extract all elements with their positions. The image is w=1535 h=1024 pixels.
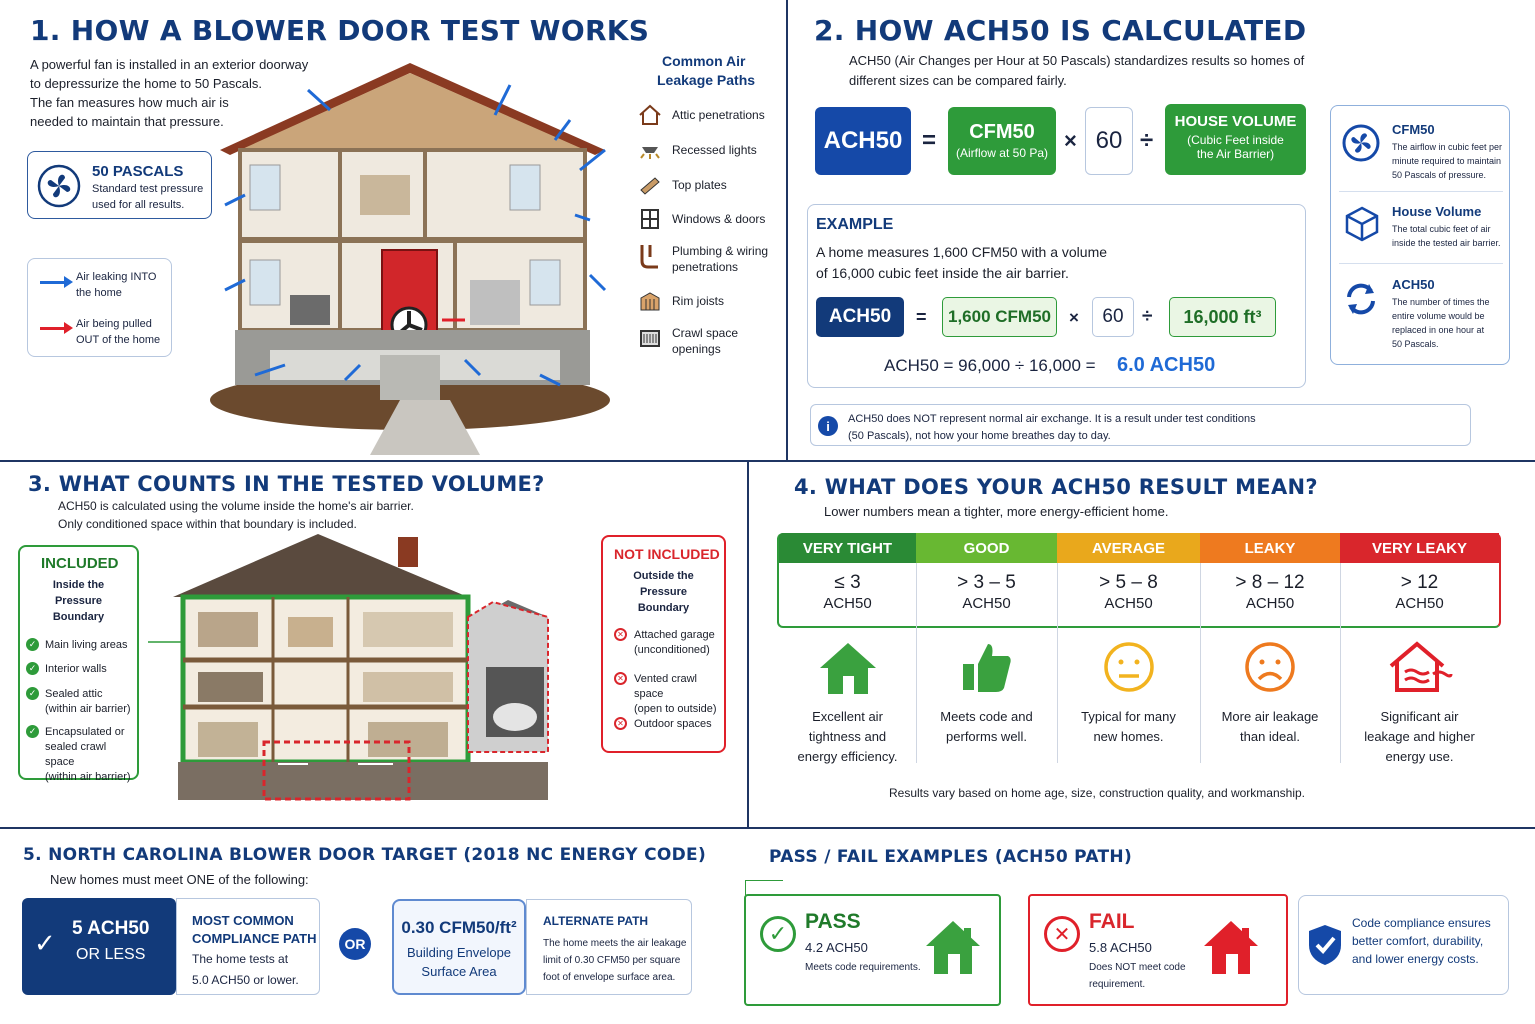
sad-face-icon (1200, 640, 1340, 699)
path-label-plumbing: Plumbing & wiring (672, 244, 769, 258)
window-icon (636, 206, 664, 232)
path-label-rim: Rim joists (672, 294, 725, 308)
def-cfm-1: The airflow in cubic feet per (1392, 142, 1503, 152)
scale-range: ≤ 3 (834, 572, 861, 593)
legend-out2: OUT of the home (76, 334, 161, 346)
note-line2: (50 Pascals), not how your home breathes day to day. (848, 430, 1111, 442)
green-house-icon (922, 918, 984, 976)
option2-badge (392, 899, 526, 995)
crawl-space-icon (636, 325, 664, 351)
included-item-label: Main living areas (45, 639, 128, 651)
formula-times: × (1064, 128, 1077, 153)
example-result: 6.0 ACH50 (1117, 354, 1216, 376)
scale-unit: ACH50 (1245, 595, 1295, 612)
scale-desc-line: Meets code and (940, 709, 1033, 724)
option1-badge (22, 898, 176, 995)
s3-intro1: ACH50 is calculated using the volume inside the home's air barrier. (58, 499, 414, 513)
fan-icon (1341, 123, 1381, 163)
red-arrow-head (64, 322, 73, 334)
def-ach-3: replaced in one hour at (1392, 325, 1485, 335)
x-circle-icon: ✕ (614, 672, 627, 685)
s2-intro2: different sizes can be compared fairly. (849, 73, 1067, 88)
blower-door-house-illustration (210, 55, 620, 455)
example-volume: 16,000 ft³ (1183, 306, 1262, 327)
formula-ach-box (815, 107, 911, 175)
pascal-title: 50 PASCALS (92, 163, 184, 180)
scale-unit: ACH50 (823, 595, 872, 612)
scale-unit: ACH50 (1104, 595, 1153, 612)
option1-d2: 5.0 ACH50 or lower. (192, 973, 299, 987)
path-label-crawl2: openings (672, 342, 721, 356)
check-icon: ✓ (26, 725, 39, 738)
def-hv-2: inside the tested air barrier. (1392, 238, 1501, 248)
scale-range: > 8 – 12 (1235, 572, 1305, 593)
not-included-sub2: Pressure (639, 586, 688, 598)
check-icon: ✓ (26, 687, 39, 700)
legend-out1: Air being pulled (76, 318, 152, 330)
check-icon: ✓ (26, 662, 39, 675)
scale-desc-line: Significant air (1380, 709, 1459, 724)
path-label-windows: Windows & doors (672, 212, 766, 226)
option2-l3: Surface Area (421, 964, 497, 979)
option1-d1: The home tests at (192, 952, 289, 966)
attic-house-icon (636, 102, 664, 128)
option1-t2: COMPLIANCE PATH (192, 931, 317, 946)
legend-in2: the home (76, 287, 122, 299)
scale-desc-line: Excellent air (812, 709, 883, 724)
compliance-note1: Code compliance ensures (1352, 916, 1491, 930)
scale-header-2: AVERAGE (1057, 533, 1200, 563)
not-included-garage (614, 628, 715, 658)
section1-title: 1. HOW A BLOWER DOOR TEST WORKS (30, 14, 650, 47)
option2-title: ALTERNATE PATH (543, 914, 649, 928)
pass-label: PASS (805, 910, 861, 933)
example-ach-box (816, 297, 904, 337)
scale-unit: ACH50 (962, 595, 1011, 612)
scale-desc-line: new homes. (1093, 729, 1164, 744)
path-label-plumbing2: penetrations (672, 260, 739, 274)
formula-volume-sub1: (Cubic Feet inside (1187, 133, 1284, 147)
section3-title: 3. WHAT COUNTS IN THE TESTED VOLUME? (28, 472, 545, 496)
formula-volume-sub2: the Air Barrier) (1196, 147, 1275, 161)
def-ach-4: 50 Pascals. (1392, 339, 1439, 349)
pascal-l2: used for all results. (92, 199, 185, 211)
option1-desc-box (176, 898, 320, 995)
scale-desc-line: than ideal. (1240, 729, 1300, 744)
def-ach-2: entire volume would be (1392, 311, 1485, 321)
included-box (18, 545, 139, 783)
s1-intro3: The fan measures how much air is (30, 95, 229, 110)
divider-h2 (0, 827, 1535, 829)
fan-icon (37, 164, 81, 208)
scale-value-2 (1057, 572, 1200, 614)
scale-header-4: VERY LEAKY (1340, 533, 1499, 563)
green-house-icon (779, 640, 916, 701)
scale-desc-0 (773, 707, 923, 767)
path-rim-joists (636, 288, 724, 314)
fail-desc1: Does NOT meet code (1089, 962, 1186, 973)
fail-x-icon: ✕ (1044, 916, 1080, 952)
refresh-cycle-icon (1341, 279, 1381, 319)
def-ach-title: ACH50 (1392, 277, 1435, 292)
not-included-label: Vented crawl space (634, 673, 697, 700)
rim-joist-icon (636, 288, 664, 314)
example-box (807, 204, 1306, 388)
s5-intro: New homes must meet ONE of the following: (50, 872, 309, 887)
formula-ach: ACH50 (823, 127, 903, 154)
ach-note-box (810, 404, 1471, 446)
shield-check-icon (1306, 923, 1344, 967)
included-item-label: Interior walls (45, 663, 107, 675)
scale-desc-line: leakage and higher (1364, 729, 1475, 744)
def-cfm-title: CFM50 (1392, 122, 1435, 137)
neutral-face-icon (1057, 640, 1200, 699)
path-label-top-plates: Top plates (672, 178, 727, 192)
example-line1: A home measures 1,600 CFM50 with a volume (816, 244, 1108, 260)
example-calc-line: ACH50 = 96,000 ÷ 16,000 = (884, 356, 1096, 375)
scale-desc-line: tightness and (808, 729, 887, 744)
or-circle (339, 928, 371, 960)
pass-card (744, 894, 1001, 1006)
not-included-box (601, 535, 726, 753)
scale-desc-4 (1345, 707, 1495, 767)
def-hv-1: The total cubic feet of air (1392, 224, 1491, 234)
s1-intro1: A powerful fan is installed in an exterior doorway (30, 57, 309, 72)
formula-volume-box (1165, 104, 1306, 175)
divider-h1 (0, 460, 1535, 462)
scale-desc-line: Typical for many (1081, 709, 1176, 724)
not-included-label: (open to outside) (634, 703, 717, 715)
formula-volume-title: HOUSE VOLUME (1174, 113, 1297, 130)
formula-equals: = (922, 127, 937, 154)
included-item-label: (within air barrier) (45, 703, 131, 715)
fail-value: 5.8 ACH50 (1089, 940, 1152, 955)
section4-title: 4. WHAT DOES YOUR ACH50 RESULT MEAN? (794, 475, 1318, 499)
option1-t1: MOST COMMON (192, 913, 294, 928)
info-icon: i (818, 416, 838, 436)
path-label-lights: Recessed lights (672, 143, 757, 157)
path-plumbing (636, 243, 768, 275)
included-item-crawl (26, 725, 137, 785)
scale-value-3 (1200, 572, 1340, 614)
scale-unit: ACH50 (1395, 595, 1444, 612)
s1-intro4: needed to maintain that pressure. (30, 114, 224, 129)
legend-in1: Air leaking INTO (76, 271, 157, 283)
pass-value: 4.2 ACH50 (805, 940, 868, 955)
pascal-box (27, 151, 212, 219)
not-included-label: Outdoor spaces (634, 718, 712, 730)
example-equals: = (916, 307, 927, 327)
included-item-walls (26, 662, 107, 677)
example-title: EXAMPLE (816, 216, 894, 233)
path-crawl (636, 325, 738, 357)
pascal-l1: Standard test pressure (92, 183, 204, 195)
example-divide: ÷ (1142, 306, 1153, 327)
fail-desc2: requirement. (1089, 979, 1146, 990)
scale-desc-2 (1054, 707, 1204, 747)
s2-intro1: ACH50 (Air Changes per Hour at 50 Pascals) standardizes results so homes of (849, 53, 1305, 68)
scale-range: > 3 – 5 (957, 572, 1016, 593)
path-windows (636, 206, 765, 232)
example-sixty-box (1092, 297, 1134, 337)
included-title: INCLUDED (41, 555, 119, 572)
pass-desc: Meets code requirements. (805, 962, 921, 973)
example-cfm: 1,600 CFM50 (948, 307, 1051, 326)
option2-d1: The home meets the air leakage (543, 938, 687, 949)
not-included-crawl (614, 672, 724, 717)
definitions-box (1330, 105, 1510, 365)
included-item-attic (26, 687, 131, 717)
scale-value-0 (779, 572, 916, 614)
scale-desc-line: energy efficiency. (797, 749, 898, 764)
def-sep1 (1339, 191, 1503, 192)
included-sub3: Boundary (52, 611, 105, 623)
scale-desc-3 (1195, 707, 1345, 747)
included-sub2: Pressure (54, 595, 103, 607)
section5-title: 5. NORTH CAROLINA BLOWER DOOR TARGET (2018 NC ENERGY CODE) (23, 845, 707, 865)
paths-title2: Leakage Paths (657, 72, 756, 88)
not-included-title: NOT INCLUDED (614, 546, 720, 562)
option2-d2: limit of 0.30 CFM50 per square (543, 955, 681, 966)
scale-header-1: GOOD (916, 533, 1057, 563)
check-icon: ✓ (26, 638, 39, 651)
def-ach-1: The number of times the (1392, 297, 1490, 307)
example-cfm-box (942, 297, 1057, 337)
x-circle-icon: ✕ (614, 628, 627, 641)
plumbing-pipe-icon (636, 243, 664, 269)
s1-intro2: to depressurize the home to 50 Pascals. (30, 76, 262, 91)
compliance-note-box (1298, 895, 1509, 995)
scale-desc-line: More air leakage (1221, 709, 1319, 724)
divider-v2 (747, 462, 749, 828)
option2-l2: Building Envelope (406, 945, 512, 960)
example-volume-box (1169, 297, 1276, 337)
not-included-sub3: Boundary (637, 602, 690, 614)
option2-desc-box (526, 899, 692, 995)
not-included-label: Attached garage (634, 629, 715, 641)
scale-desc-line: energy use. (1385, 749, 1454, 764)
note-line1: ACH50 does NOT represent normal air exchange. It is a result under test conditions (848, 413, 1256, 425)
top-plate-icon (636, 172, 664, 198)
path-top-plates (636, 172, 727, 198)
not-included-label: (unconditioned) (634, 644, 710, 656)
def-cfm-2: minute required to maintain (1392, 156, 1502, 166)
scale-header-0: VERY TIGHT (779, 533, 916, 563)
fail-card (1028, 894, 1288, 1006)
blue-arrow-head (64, 276, 73, 288)
not-included-sub1: Outside the (633, 570, 694, 582)
included-sub1: Inside the (52, 579, 105, 591)
formula-cfm: CFM50 (969, 121, 1035, 143)
paths-title1: Common Air (662, 53, 746, 69)
s3-intro2: Only conditioned space within that boundary is included. (58, 517, 357, 531)
checkmark-icon: ✓ (34, 928, 56, 958)
fail-label: FAIL (1089, 910, 1135, 933)
def-hv-title: House Volume (1392, 204, 1482, 219)
formula-divide: ÷ (1140, 127, 1154, 154)
scale-value-1 (916, 572, 1057, 614)
formula-cfm-box (948, 107, 1056, 175)
section2-title: 2. HOW ACH50 IS CALCULATED (814, 14, 1307, 47)
or-label: OR (344, 936, 366, 952)
path-label-attic: Attic penetrations (672, 108, 765, 122)
example-ach: ACH50 (828, 306, 892, 327)
s4-intro: Lower numbers mean a tighter, more energy-efficient home. (824, 504, 1169, 519)
def-sep2 (1339, 263, 1503, 264)
x-circle-icon: ✕ (614, 717, 627, 730)
scale-value-4 (1340, 572, 1499, 614)
option2-l1: 0.30 CFM50/ft² (401, 918, 517, 937)
included-item-label: Encapsulated or (45, 726, 125, 738)
option1-l1: 5 ACH50 (72, 918, 150, 939)
pass-connector (745, 880, 783, 895)
scale-range: > 5 – 8 (1099, 572, 1158, 593)
tested-volume-house-illustration (148, 532, 598, 802)
box-cube-icon (1343, 205, 1381, 243)
formula-sixty: 60 (1095, 127, 1123, 154)
passfail-title: PASS / FAIL EXAMPLES (ACH50 PATH) (769, 847, 1133, 867)
compliance-note3: and lower energy costs. (1352, 952, 1479, 966)
red-house-icon (1200, 918, 1262, 976)
recessed-light-icon (636, 137, 664, 163)
not-included-outdoor (614, 717, 712, 732)
included-item-label: (within air barrier) (45, 771, 131, 783)
path-lights (636, 137, 757, 163)
path-attic (636, 102, 765, 128)
formula-sixty-box (1085, 107, 1133, 175)
thumbs-up-icon (916, 640, 1057, 699)
path-label-crawl: Crawl space (672, 326, 739, 340)
def-cfm-3: 50 Pascals of pressure. (1392, 170, 1487, 180)
option2-d3: foot of envelope surface area. (543, 972, 676, 983)
scale-header-3: LEAKY (1200, 533, 1340, 563)
leaky-house-icon (1340, 640, 1499, 699)
example-times: × (1069, 308, 1079, 327)
option1-l2: OR LESS (76, 946, 146, 963)
formula-cfm-sub: (Airflow at 50 Pa) (955, 146, 1049, 160)
compliance-note2: better comfort, durability, (1352, 934, 1484, 948)
scale-range: > 12 (1400, 572, 1439, 593)
pass-check-icon: ✓ (760, 916, 796, 952)
included-item-label: sealed crawl space (45, 741, 107, 768)
included-item-label: Sealed attic (45, 688, 103, 700)
included-item-living (26, 638, 128, 653)
example-line2: of 16,000 cubic feet inside the air barrier. (816, 265, 1069, 281)
example-sixty: 60 (1102, 306, 1124, 327)
divider-v1 (786, 0, 788, 461)
scale-desc-line: performs well. (946, 729, 1027, 744)
airflow-legend (27, 258, 172, 357)
scale-desc-1 (912, 707, 1062, 747)
s4-footer: Results vary based on home age, size, construction quality, and workmanship. (889, 786, 1305, 800)
